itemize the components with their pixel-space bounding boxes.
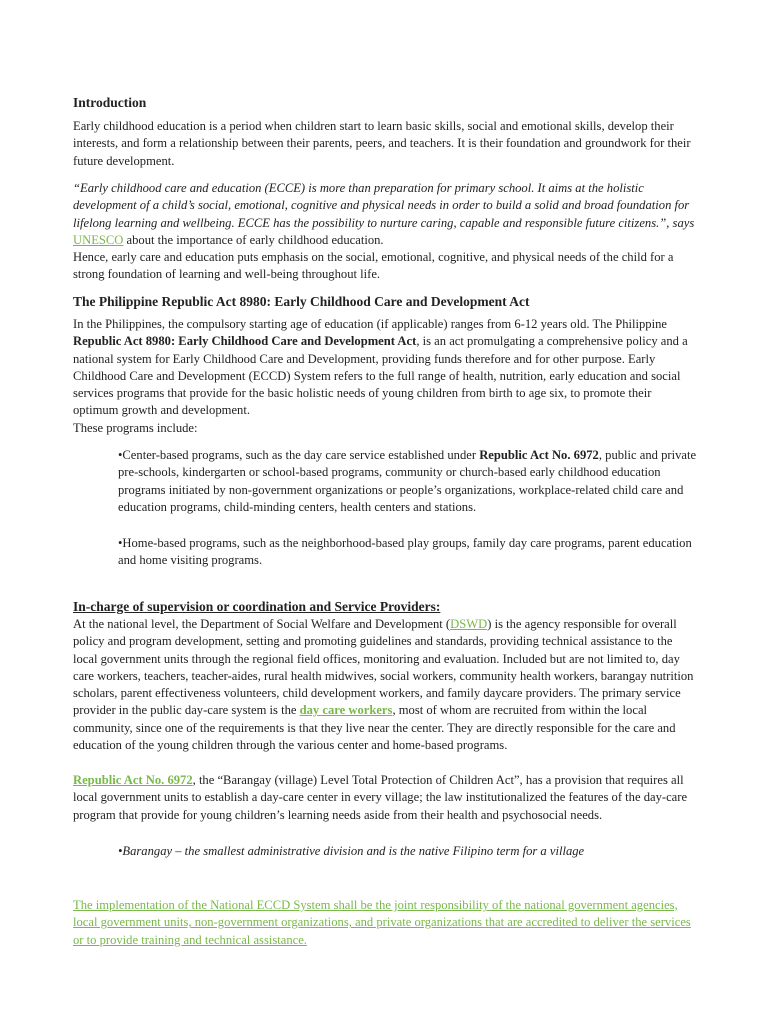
act-text-c: These programs include: (73, 420, 198, 435)
sup-text-b: ) is the agency responsible for overall policy and program development, setting and promoting guidelines and standards, providing technical assistance to the local government units through the regional field offices, monitoring and evaluation. Included but are not limited to, day care workers, teachers, teacher-aides, rural health midwives, social workers, community health workers, barangay nutrition scholars, parent effectiveness volunteers, child development workers, and family daycare providers. The primary service provider in the public day-care system is the (73, 617, 694, 718)
intro-paragraph: Early childhood education is a period when children start to learn basic skills, social and emotional skills, develop their interests, and form a relationship between their parents, peers, and teachers. It is their foundation and groundwork for their future development. (73, 119, 691, 168)
act-bold-title: Republic Act 8980: Early Childhood Care and Development Act (73, 334, 417, 349)
act-paragraph (73, 316, 698, 437)
bullet-home-based: •Home-based programs, such as the neighborhood-based play groups, family day care programs, parent education and home visiting programs. (118, 536, 692, 568)
republic-act-paragraph (73, 772, 698, 824)
unesco-quote-paragraph (73, 180, 698, 249)
day-care-workers-link[interactable]: day care workers (299, 703, 393, 718)
bullet1-text-a: •Center-based programs, such as the day care service established under (118, 448, 480, 462)
sup-text-c: , most of whom are recruited from within the local community, since one of the requirements is that they live near the center. They are directly responsible for the care and education of the young children through the various center and home-based programs. (73, 703, 676, 753)
republic-act-link[interactable]: Republic Act No. 6972 (73, 773, 193, 787)
act-text-a: In the Philippines, the compulsory starting age of education (if applicable) ranges from 6-12 years old. The Philippine (73, 317, 667, 331)
intro-heading: Introduction (73, 95, 147, 110)
implementation-link[interactable]: The implementation of the National ECCD System shall be the joint responsibility of the national government agencies, local government units, non-government organizations, and private organizations that are accredited to deliver the services or to provide training and technical assistance. (73, 898, 691, 947)
unesco-link[interactable]: UNESCO (73, 232, 124, 247)
barangay-note: •Barangay – the smallest administrative division and is the native Filipino term for a village (118, 844, 585, 858)
intro-paragraph-2: Hence, early care and education puts emphasis on the social, emotional, cognitive, and physical needs of the child for a strong foundation of learning and well-being throughout life. (73, 250, 674, 282)
bullet-center-based (118, 447, 698, 516)
ra-text: , the “Barangay (village) Level Total Protection of Children Act”, has a provision that requires all local government units to establish a day-care center in every village; the law institutionalized the features of the day-care program that provide for young children’s learning needs aside from their health and psychosocial needs. (73, 773, 688, 822)
supervision-heading: In-charge of supervision or coordination and Service Providers: (73, 599, 441, 614)
bullet1-bold: Republic Act No. 6972 (479, 448, 599, 462)
bullet1-text-b: , public and private pre-schools, kindergarten or school-based programs, community or church-based early childhood education programs initiated by non-government organizations or people’s organizations, workplace-related child care and education programs, child-minding centers, health centers and stations. (118, 448, 697, 514)
quote-tail: about the importance of early childhood education. (123, 232, 384, 247)
sup-text-a: At the national level, the Department of Social Welfare and Development ( (73, 617, 451, 631)
dswd-link[interactable]: DSWD (450, 617, 488, 631)
unesco-quote: “Early childhood care and education (ECCE) is more than preparation for primary school. It aims at the holistic development of a child’s social, emotional, cognitive and physical needs in order to build a solid and broad foundation for lifelong learning and wellbeing. ECCE has the possibility to nurture caring, capable and responsible future citizens.”, says (73, 181, 695, 230)
act-text-b: , is an act promulgating a comprehensive policy and a national system for Early Childhood Care and Development, providing funds therefore and for other purpose. Early Childhood Care and Development (ECCD) System refers to the full range of health, nutrition, early education and social services programs that provide for the basic holistic needs of young children from birth to age six, to promote their optimum growth and development. (73, 334, 688, 418)
supervision-paragraph (73, 616, 698, 754)
act-heading: The Philippine Republic Act 8980: Early Childhood Care and Development Act (73, 294, 530, 309)
